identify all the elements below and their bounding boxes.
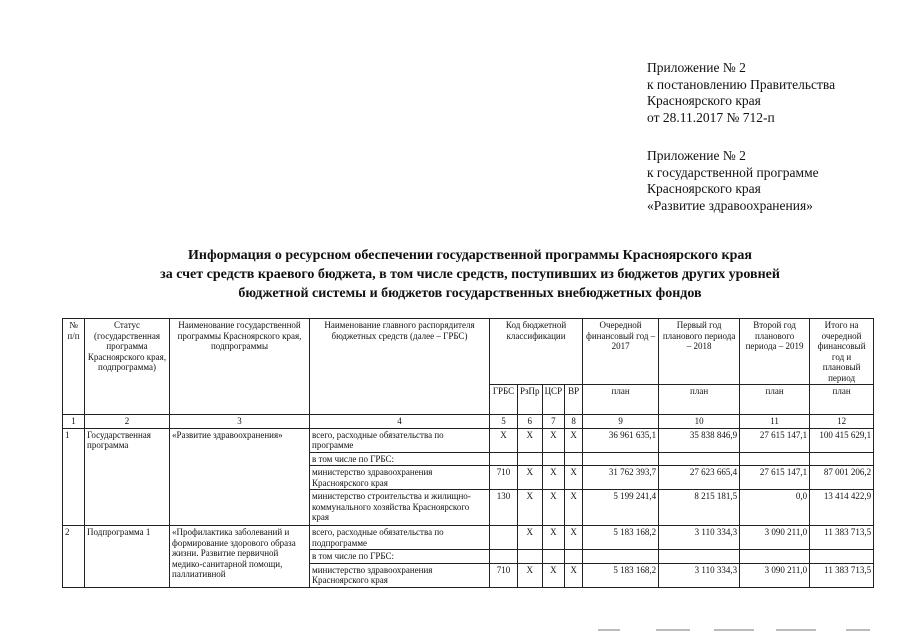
header-status: Статус (государственная программа Красноярского края, подпрограмма): [85, 319, 170, 415]
column-number: 8: [565, 415, 583, 429]
cell-grbs: Х: [490, 428, 518, 452]
cell-vr: Х: [565, 428, 583, 452]
row-grbs-name: в том числе по ГРБС:: [310, 550, 490, 564]
header-grbs: ГРБС: [490, 385, 518, 415]
row-grbs-name: министерство здравоохранения Красноярского края: [310, 466, 490, 490]
cell-2019: 27 615 147,1: [740, 428, 810, 452]
cell-2018: [659, 550, 740, 564]
cell-rzpr: Х: [518, 428, 543, 452]
cell-2017: 36 961 635,1: [583, 428, 659, 452]
cell-csr: [542, 452, 565, 466]
header-grbs-name: Наименование главного распорядителя бюджетных средств (далее – ГРБС): [310, 319, 490, 415]
cell-total: 11 383 713,5: [810, 563, 874, 587]
cell-2017: [583, 550, 659, 564]
scan-artifact: [846, 629, 870, 631]
appendix-line: Приложение № 2: [647, 60, 746, 75]
document-title: [110, 246, 830, 303]
table-row: [63, 526, 874, 550]
cell-vr: [565, 452, 583, 466]
cell-total: 100 415 629,1: [810, 428, 874, 452]
cell-grbs: [490, 452, 518, 466]
appendix-line: Красноярского края: [647, 181, 761, 196]
cell-2017: 31 762 393,7: [583, 466, 659, 490]
appendix-line: к постановлению Правительства: [647, 76, 836, 92]
appendix-line: «Развитие здравоохранения»: [647, 197, 813, 213]
row-grbs-name: министерство здравоохранения Красноярского края: [310, 563, 490, 587]
cell-rzpr: [518, 550, 543, 564]
cell-csr: [542, 550, 565, 564]
header-plan: план: [583, 385, 659, 415]
title-line: за счет средств краевого бюджета, в том числе средств, поступивших из бюджетов других уровней: [160, 267, 780, 282]
row-grbs-name: в том числе по ГРБС:: [310, 452, 490, 466]
cell-csr: Х: [542, 428, 565, 452]
column-numbers-row: [63, 415, 874, 429]
appendix-line: Приложение № 2: [647, 148, 746, 163]
cell-rzpr: Х: [518, 490, 543, 526]
header-total: Итого на очередной финансовый год и плановый период: [810, 319, 874, 385]
scan-artifact: [598, 629, 620, 631]
column-number: 9: [583, 415, 659, 429]
cell-grbs: 710: [490, 563, 518, 587]
column-number: 7: [542, 415, 565, 429]
row-status: Государственная программа: [85, 428, 170, 526]
title-line: бюджетной системы и бюджетов государственных внебюджетных фондов: [238, 286, 702, 301]
cell-2019: 3 090 211,0: [740, 526, 810, 550]
row-grbs-name: всего, расходные обязательства по подпрограмме: [310, 526, 490, 550]
cell-2017: 5 199 241,4: [583, 490, 659, 526]
header-fy2017: Очередной финансовый год – 2017: [583, 319, 659, 385]
row-grbs-name: министерство строительства и жилищно-коммунального хозяйства Красноярского края: [310, 490, 490, 526]
appendix-line: от 28.11.2017 № 712-п: [647, 109, 775, 125]
header-plan: план: [740, 385, 810, 415]
cell-total: 87 001 206,2: [810, 466, 874, 490]
appendix-line: к государственной программе: [647, 164, 819, 180]
cell-vr: Х: [565, 526, 583, 550]
cell-total: [810, 550, 874, 564]
cell-total: 13 414 422,9: [810, 490, 874, 526]
column-number: 6: [518, 415, 543, 429]
cell-2017: [583, 452, 659, 466]
title-line: Информация о ресурсном обеспечении государственной программы Красноярского края: [188, 248, 752, 263]
cell-vr: Х: [565, 563, 583, 587]
cell-total: 11 383 713,5: [810, 526, 874, 550]
scan-artifact: [776, 629, 816, 631]
column-number: 10: [659, 415, 740, 429]
column-number: 4: [310, 415, 490, 429]
cell-2019: 0,0: [740, 490, 810, 526]
cell-csr: Х: [542, 563, 565, 587]
cell-2017: 5 183 168,2: [583, 563, 659, 587]
column-number: 1: [63, 415, 85, 429]
cell-csr: Х: [542, 526, 565, 550]
cell-csr: Х: [542, 466, 565, 490]
cell-vr: [565, 550, 583, 564]
column-number: 11: [740, 415, 810, 429]
appendix-note-program: [647, 148, 819, 214]
header-fy2019: Второй год планового периода – 2019: [740, 319, 810, 385]
scan-artifact: [714, 629, 754, 631]
cell-2018: 8 215 181,5: [659, 490, 740, 526]
header-fy2018: Первый год планового периода – 2018: [659, 319, 740, 385]
header-plan: план: [659, 385, 740, 415]
cell-2018: 3 110 334,3: [659, 563, 740, 587]
cell-2019: [740, 452, 810, 466]
row-grbs-name: всего, расходные обязательства по программе: [310, 428, 490, 452]
cell-rzpr: Х: [518, 466, 543, 490]
cell-2019: 27 615 147,1: [740, 466, 810, 490]
cell-grbs: 130: [490, 490, 518, 526]
header-num: № п/п: [63, 319, 85, 415]
table-header-row: [63, 319, 874, 385]
row-program-name: «Развитие здравоохранения»: [170, 428, 310, 526]
table-row: [63, 428, 874, 452]
cell-2018: 27 623 665,4: [659, 466, 740, 490]
cell-rzpr: [518, 452, 543, 466]
cell-2019: [740, 550, 810, 564]
scan-artifact: [656, 629, 690, 631]
cell-2018: 35 838 846,9: [659, 428, 740, 452]
header-program-name: Наименование государственной программы Красноярского края, подпрограммы: [170, 319, 310, 415]
column-number: 3: [170, 415, 310, 429]
cell-vr: Х: [565, 490, 583, 526]
cell-rzpr: Х: [518, 526, 543, 550]
cell-rzpr: Х: [518, 563, 543, 587]
cell-csr: Х: [542, 490, 565, 526]
row-num: 2: [63, 526, 85, 588]
row-status: Подпрограмма 1: [85, 526, 170, 588]
appendix-line: Красноярского края: [647, 93, 761, 108]
column-number: 12: [810, 415, 874, 429]
cell-total: [810, 452, 874, 466]
header-csr: ЦСР: [542, 385, 565, 415]
cell-2017: 5 183 168,2: [583, 526, 659, 550]
cell-grbs: 710: [490, 466, 518, 490]
header-rzpr: РзПр: [518, 385, 543, 415]
cell-grbs: [490, 550, 518, 564]
cell-2018: 3 110 334,3: [659, 526, 740, 550]
column-number: 2: [85, 415, 170, 429]
column-number: 5: [490, 415, 518, 429]
header-vr: ВР: [565, 385, 583, 415]
cell-2018: [659, 452, 740, 466]
header-budget-code: Код бюджетной классификации: [490, 319, 583, 385]
header-plan: план: [810, 385, 874, 415]
cell-2019: 3 090 211,0: [740, 563, 810, 587]
row-program-name: «Профилактика заболеваний и формирование здорового образа жизни. Развитие первичной медико-санитарной помощи, паллиативной: [170, 526, 310, 588]
cell-grbs: [490, 526, 518, 550]
appendix-note-resolution: [647, 60, 835, 126]
cell-vr: Х: [565, 466, 583, 490]
row-num: 1: [63, 428, 85, 526]
resource-table: [62, 318, 874, 588]
